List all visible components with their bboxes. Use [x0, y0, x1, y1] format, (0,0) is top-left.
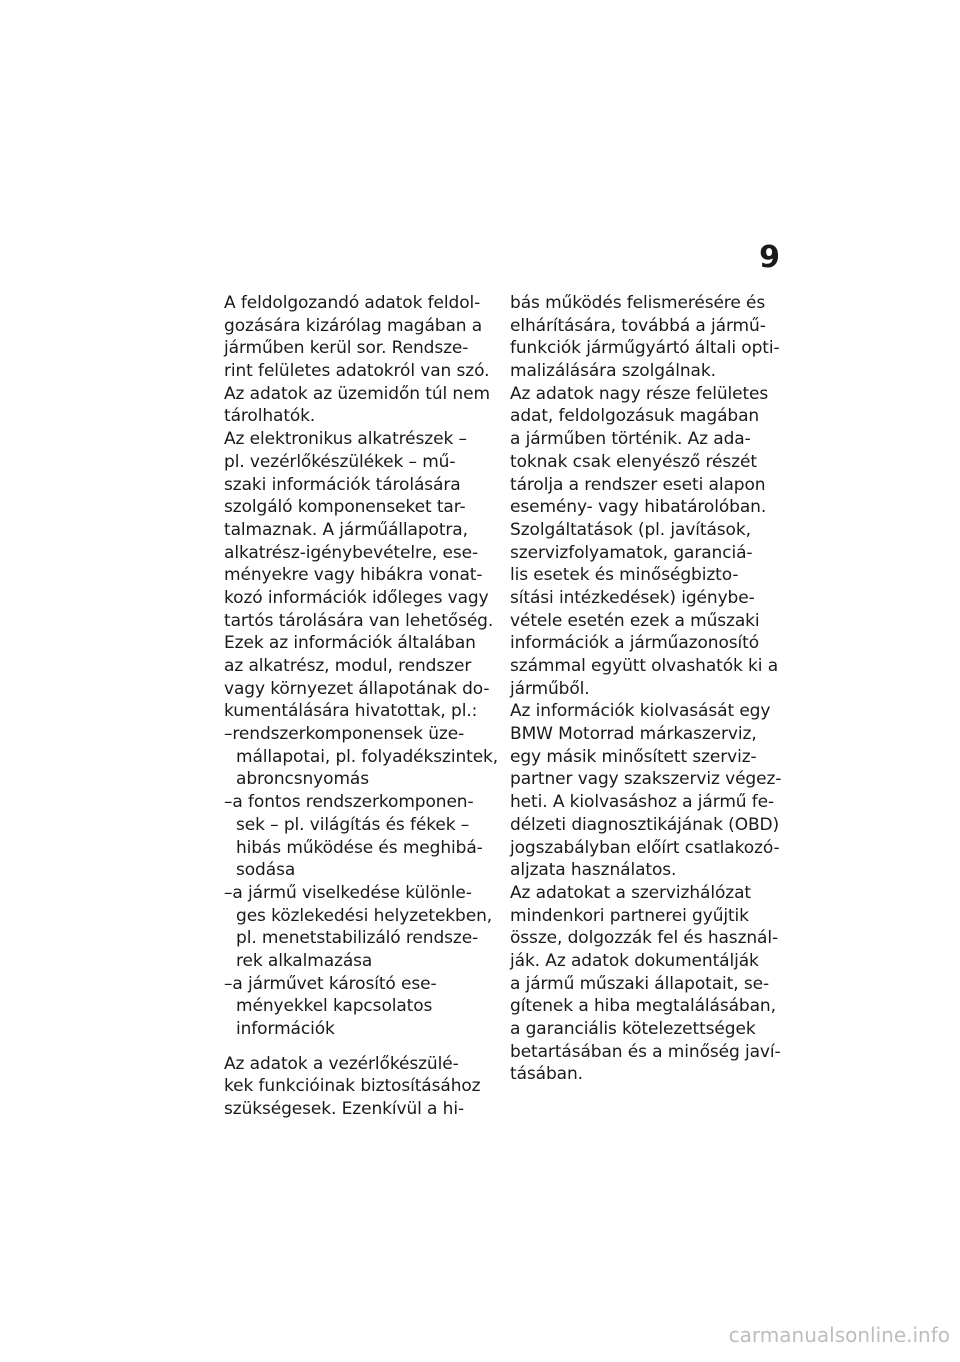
text-line: Az adatok a vezérlőkészülé-: [224, 1053, 459, 1074]
bullet-continuation: abroncsnyomás: [236, 769, 369, 790]
bullet-continuation: sek – pl. világítás és fékek –: [236, 814, 470, 835]
text-line: tárolhatók.: [224, 406, 316, 427]
bullet-first-line: –a jármű viselkedése különle-: [224, 882, 472, 903]
text-line: a járműben történik. Az ada-: [510, 429, 751, 450]
page-number: 9: [759, 240, 780, 275]
text-line: lis esetek és minőségbizto-: [510, 565, 739, 586]
text-line: tásában.: [510, 1064, 583, 1085]
bullet-first-line: –a járművet károsító ese-: [224, 973, 437, 994]
text-line: malizálására szolgálnak.: [510, 361, 716, 382]
text-line: délzeti diagnosztikájának (OBD): [510, 814, 780, 835]
right-paragraph-5: [510, 882, 792, 1086]
text-line: kek funkcióinak biztosításához: [224, 1076, 481, 1097]
text-line: vagy környezet állapotának do-: [224, 678, 490, 699]
bullet-first-line: –a fontos rendszerkomponen-: [224, 792, 474, 813]
text-line: partner vagy szakszerviz végez-: [510, 769, 782, 790]
left-paragraph-2: [224, 428, 496, 632]
text-line: talmaznak. A járműállapotra,: [224, 519, 468, 540]
bullet-continuation: ges közlekedési helyzetekben,: [236, 905, 493, 926]
text-line: szaki információk tárolására: [224, 474, 461, 495]
right-paragraph-3: [510, 519, 792, 701]
text-line: Az adatok az üzemidőn túl nem: [224, 383, 490, 404]
text-line: elhárítására, továbbá a jármű-: [510, 315, 766, 336]
text-line: az alkatrész, modul, rendszer: [224, 656, 472, 676]
left-paragraph-4: [224, 1053, 496, 1121]
text-line: szervizfolyamatok, garanciá-: [510, 542, 753, 563]
text-line: BMW Motorrad márkaszerviz,: [510, 724, 757, 745]
text-line: Az információk kiolvasását egy: [510, 701, 771, 722]
bullet-continuation: rek alkalmazása: [236, 950, 373, 971]
list-item: [224, 882, 496, 973]
text-line: Az elektronikus alkatrészek –: [224, 429, 467, 450]
text-line: a garanciális kötelezettségek: [510, 1019, 756, 1039]
text-line: Az adatok nagy része felületes: [510, 383, 769, 404]
bullet-list: [224, 723, 499, 1041]
text-line: alkatrész-igénybevételre, ese-: [224, 542, 478, 563]
text-line: ják. Az adatok dokumentálják: [510, 950, 759, 971]
right-column: [510, 292, 792, 1086]
list-item: [224, 973, 496, 1041]
text-line: Ezek az információk általában: [224, 633, 476, 654]
text-line: adat, feldolgozásuk magában: [510, 406, 760, 427]
bullet-continuation: ményekkel kapcsolatos: [236, 996, 433, 1017]
watermark: carmanualsonline.info: [728, 1323, 950, 1347]
text-line: tartós tárolására van lehetőség.: [224, 610, 494, 631]
text-line: járműből.: [510, 678, 590, 699]
text-line: kumentálására hivatottak, pl.:: [224, 701, 478, 722]
bullet-continuation: sodása: [236, 860, 296, 881]
right-paragraph-2: [510, 383, 792, 519]
text-line: kozó információk időleges vagy: [224, 587, 489, 608]
list-item: [224, 723, 499, 791]
left-column: [224, 292, 499, 1121]
text-line: egy másik minősített szerviz-: [510, 746, 757, 767]
text-line: toknak csak elenyésző részét: [510, 451, 757, 472]
right-paragraph-1: [510, 292, 792, 383]
text-line: vétele esetén ezek a műszaki: [510, 610, 760, 631]
text-line: ményekre vagy hibákra vonat-: [224, 565, 483, 586]
text-line: A feldolgozandó adatok feldol-: [224, 293, 481, 313]
text-line: össze, dolgozzák fel és használ-: [510, 928, 779, 949]
text-line: gozására kizárólag magában a: [224, 315, 483, 336]
left-paragraph-1: [224, 292, 496, 428]
text-line: szükségesek. Ezenkívül a hi-: [224, 1099, 465, 1120]
text-line: szolgáló komponenseket tar-: [224, 497, 466, 518]
bullet-continuation: mállapotai, pl. folyadékszintek,: [236, 746, 499, 767]
text-line: aljzata használatos.: [510, 860, 677, 881]
list-item: [224, 791, 496, 882]
bullet-continuation: hibás működése és meghibá-: [236, 837, 483, 858]
text-line: funkciók járműgyártó általi opti-: [510, 338, 780, 359]
bullet-continuation: pl. menetstabilizáló rendsze-: [236, 928, 479, 949]
text-line: betartásában és a minőség javí-: [510, 1041, 781, 1062]
text-line: jogszabályban előírt csatlakozó-: [510, 837, 780, 858]
text-line: a jármű műszaki állapotait, se-: [510, 973, 769, 994]
text-line: mindenkori partnerei gyűjtik: [510, 905, 749, 926]
text-line: rint felületes adatokról van szó.: [224, 361, 490, 382]
text-line: bás működés felismerésére és: [510, 293, 766, 313]
text-line: járműben kerül sor. Rendsze-: [224, 338, 469, 359]
text-line: számmal együtt olvashatók ki a: [510, 656, 779, 676]
text-line: esemény- vagy hibatárolóban.: [510, 497, 767, 518]
text-line: sítási intézkedések) igénybe-: [510, 587, 755, 608]
text-line: heti. A kiolvasáshoz a jármű fe-: [510, 792, 775, 813]
text-line: információk a járműazonosító: [510, 633, 760, 654]
bullet-continuation: információk: [236, 1019, 335, 1039]
text-line: Az adatokat a szervizhálózat: [510, 882, 751, 903]
text-line: gítenek a hiba megtalálásában,: [510, 996, 776, 1017]
text-line: pl. vezérlőkészülékek – mű-: [224, 451, 456, 472]
paragraph-gap: [224, 1041, 496, 1053]
text-line: tárolja a rendszer eseti alapon: [510, 474, 766, 495]
right-paragraph-4: [510, 700, 792, 882]
bullet-first-line: –rendszerkomponensek üze-: [224, 724, 465, 745]
left-paragraph-3: [224, 632, 496, 723]
text-line: Szolgáltatások (pl. javítások,: [510, 519, 751, 540]
